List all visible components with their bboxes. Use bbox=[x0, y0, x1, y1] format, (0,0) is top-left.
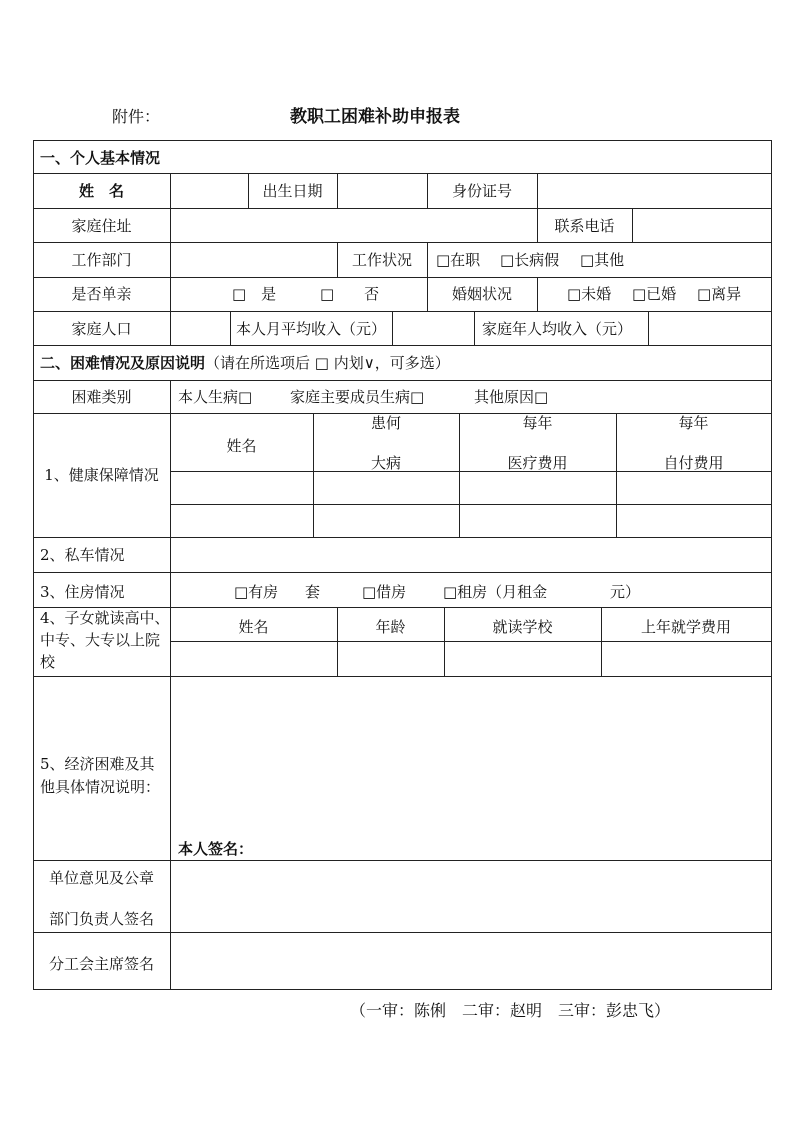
health-col-illness-line2: 大病 bbox=[370, 454, 401, 472]
children-col-school: 就读学校 bbox=[492, 618, 553, 636]
union-chair-signature-field[interactable] bbox=[172, 934, 769, 988]
health-col-medical-cost-line1: 每年 bbox=[522, 414, 553, 432]
household-size-label: 家庭人口 bbox=[71, 320, 132, 338]
work-status-label: 工作状况 bbox=[351, 251, 412, 269]
birth-date-label: 出生日期 bbox=[262, 182, 323, 200]
health-col-illness-line1: 患何 bbox=[370, 414, 401, 432]
attachment-label: 附件： bbox=[112, 107, 161, 126]
children-col-name: 姓名 bbox=[238, 618, 269, 636]
work-status-employed-checkbox[interactable]: □在职 bbox=[436, 251, 481, 269]
health-col-self-pay-line2: 自付费用 bbox=[663, 454, 724, 472]
union-chair-signature-label: 分工会主席签名 bbox=[48, 955, 154, 973]
birth-date-field[interactable] bbox=[339, 175, 425, 206]
annual-income-label: 家庭年人均收入（元） bbox=[482, 320, 633, 338]
address-field[interactable] bbox=[172, 210, 535, 240]
id-number-label: 身份证号 bbox=[451, 182, 512, 200]
children-col-tuition: 上年就学费用 bbox=[640, 618, 731, 636]
health-col-self-pay-line1: 每年 bbox=[678, 414, 709, 432]
single-parent-yes-checkbox[interactable]: □ 是 bbox=[232, 285, 277, 303]
household-size-field[interactable] bbox=[172, 313, 228, 343]
marital-divorced-checkbox[interactable]: □离异 bbox=[697, 285, 742, 303]
unit-opinion-label: 单位意见及公章 bbox=[48, 869, 154, 887]
health-col-name: 姓名 bbox=[226, 437, 257, 455]
single-parent-no-checkbox[interactable]: □ 否 bbox=[320, 285, 380, 303]
section2-heading bbox=[40, 354, 450, 372]
name-field[interactable] bbox=[172, 175, 246, 206]
hardship-self-ill-checkbox[interactable]: 本人生病□ bbox=[178, 388, 253, 406]
department-field[interactable] bbox=[172, 244, 335, 275]
annual-income-field[interactable] bbox=[650, 313, 769, 343]
marital-status-label: 婚姻状况 bbox=[451, 285, 512, 303]
housing-rent-unit: 元） bbox=[610, 583, 641, 601]
single-parent-label: 是否单亲 bbox=[71, 285, 132, 303]
marital-unmarried-checkbox[interactable]: □未婚 bbox=[567, 285, 612, 303]
economic-hardship-label-line2: 他具体情况说明： bbox=[40, 778, 161, 796]
children-label-line2: 中专、大专以上院 bbox=[40, 631, 161, 649]
phone-label: 联系电话 bbox=[554, 217, 615, 235]
review-chain: （一审：陈俐 二审：赵明 三审：彭忠飞） bbox=[350, 1001, 671, 1020]
housing-owned-checkbox[interactable]: □有房 bbox=[234, 583, 279, 601]
form-title: 教职工困难补助申报表 bbox=[290, 107, 460, 127]
housing-label: 3、住房情况 bbox=[40, 583, 125, 601]
hardship-other-checkbox[interactable]: 其他原因□ bbox=[474, 388, 549, 406]
unit-opinion-field[interactable] bbox=[172, 862, 769, 930]
children-label-line3: 校 bbox=[40, 653, 56, 671]
section2-heading-text: 二、困难情况及原因说明 bbox=[40, 354, 206, 372]
section1-heading: 一、个人基本情况 bbox=[40, 149, 161, 167]
housing-unit-label: 套 bbox=[305, 583, 321, 601]
economic-hardship-label-line1: 5、经济困难及其 bbox=[40, 755, 155, 773]
health-label: 1、健康保障情况 bbox=[44, 466, 159, 484]
hardship-type-label: 困难类别 bbox=[71, 388, 132, 406]
work-status-other-checkbox[interactable]: □其他 bbox=[580, 251, 625, 269]
self-signature-label: 本人签名： bbox=[178, 840, 254, 858]
marital-married-checkbox[interactable]: □已婚 bbox=[632, 285, 677, 303]
id-number-field[interactable] bbox=[539, 175, 769, 206]
department-label: 工作部门 bbox=[71, 251, 132, 269]
health-col-medical-cost-line2: 医疗费用 bbox=[507, 454, 568, 472]
phone-field[interactable] bbox=[634, 210, 769, 240]
housing-borrowed-checkbox[interactable]: □借房 bbox=[362, 583, 407, 601]
private-car-field[interactable] bbox=[172, 539, 769, 570]
economic-hardship-field[interactable] bbox=[172, 678, 769, 833]
name-label: 姓 名 bbox=[78, 182, 124, 200]
monthly-income-label: 本人月平均收入（元） bbox=[236, 320, 387, 338]
work-status-sick-leave-checkbox[interactable]: □长病假 bbox=[500, 251, 560, 269]
dept-head-signature-label: 部门负责人签名 bbox=[48, 910, 154, 928]
children-col-age: 年龄 bbox=[375, 618, 406, 636]
children-label-line1: 4、子女就读高中、 bbox=[40, 609, 170, 627]
section2-heading-note: （请在所选项后 □ 内划∨，可多选） bbox=[205, 354, 450, 372]
housing-rented-checkbox[interactable]: □租房（月租金 bbox=[443, 583, 548, 601]
private-car-label: 2、私车情况 bbox=[40, 546, 125, 564]
hardship-family-ill-checkbox[interactable]: 家庭主要成员生病□ bbox=[290, 388, 425, 406]
monthly-income-field[interactable] bbox=[394, 313, 472, 343]
address-label: 家庭住址 bbox=[71, 217, 132, 235]
